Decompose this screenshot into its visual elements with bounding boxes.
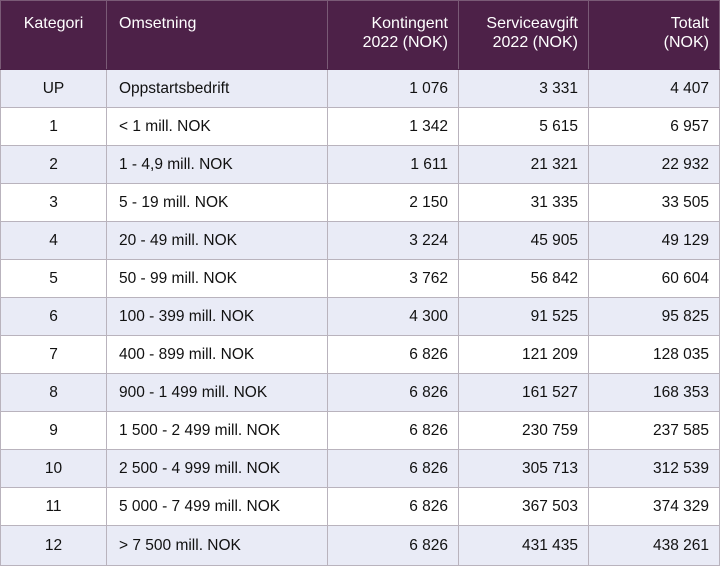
cell-kontingent: 3 762 — [328, 260, 459, 298]
cell-omsetning: 1 - 4,9 mill. NOK — [107, 146, 328, 184]
cell-kategori: 8 — [1, 374, 107, 412]
table-row — [1, 526, 720, 566]
table-row — [1, 184, 720, 222]
header-omsetning-label: Omsetning — [119, 15, 197, 32]
cell-omsetning: < 1 mill. NOK — [107, 108, 328, 146]
cell-serviceavgift: 121 209 — [459, 336, 589, 374]
cell-serviceavgift: 91 525 — [459, 298, 589, 336]
cell-kontingent: 1 611 — [328, 146, 459, 184]
cell-omsetning: 5 000 - 7 499 mill. NOK — [107, 488, 328, 526]
cell-kontingent: 6 826 — [328, 450, 459, 488]
header-kontingent-line1: Kontingent — [371, 15, 448, 32]
cell-serviceavgift: 5 615 — [459, 108, 589, 146]
cell-kontingent: 6 826 — [328, 374, 459, 412]
cell-totalt: 60 604 — [589, 260, 720, 298]
table-row — [1, 222, 720, 260]
header-totalt — [589, 1, 720, 70]
cell-kontingent: 1 342 — [328, 108, 459, 146]
cell-kontingent: 3 224 — [328, 222, 459, 260]
table-row — [1, 146, 720, 184]
table-row — [1, 336, 720, 374]
cell-kategori: 9 — [1, 412, 107, 450]
cell-serviceavgift: 230 759 — [459, 412, 589, 450]
cell-kategori: 4 — [1, 222, 107, 260]
table-row — [1, 298, 720, 336]
table-row — [1, 412, 720, 450]
cell-omsetning: Oppstartsbedrift — [107, 70, 328, 108]
cell-totalt: 237 585 — [589, 412, 720, 450]
cell-totalt: 438 261 — [589, 526, 720, 566]
cell-kontingent: 6 826 — [328, 488, 459, 526]
cell-totalt: 168 353 — [589, 374, 720, 412]
cell-serviceavgift: 161 527 — [459, 374, 589, 412]
cell-omsetning: 2 500 - 4 999 mill. NOK — [107, 450, 328, 488]
cell-serviceavgift: 45 905 — [459, 222, 589, 260]
cell-omsetning: 900 - 1 499 mill. NOK — [107, 374, 328, 412]
header-kategori — [1, 1, 107, 70]
cell-totalt: 33 505 — [589, 184, 720, 222]
cell-kontingent: 6 826 — [328, 526, 459, 566]
cell-kategori: 10 — [1, 450, 107, 488]
cell-serviceavgift: 21 321 — [459, 146, 589, 184]
cell-kategori: 3 — [1, 184, 107, 222]
header-serviceavgift-line2: 2022 (NOK) — [492, 34, 578, 51]
cell-omsetning: 20 - 49 mill. NOK — [107, 222, 328, 260]
header-serviceavgift-line1: Serviceavgift — [486, 15, 578, 32]
cell-kategori: 7 — [1, 336, 107, 374]
cell-serviceavgift: 305 713 — [459, 450, 589, 488]
table-row — [1, 450, 720, 488]
cell-kategori: 12 — [1, 526, 107, 566]
cell-kategori: 5 — [1, 260, 107, 298]
cell-kategori: 11 — [1, 488, 107, 526]
header-row — [1, 1, 720, 70]
cell-kategori: 6 — [1, 298, 107, 336]
cell-serviceavgift: 56 842 — [459, 260, 589, 298]
cell-kontingent: 4 300 — [328, 298, 459, 336]
table-row — [1, 488, 720, 526]
cell-omsetning: 5 - 19 mill. NOK — [107, 184, 328, 222]
header-kontingent-line2: 2022 (NOK) — [362, 34, 448, 51]
header-kontingent — [328, 1, 459, 70]
table-row — [1, 70, 720, 108]
cell-omsetning: 1 500 - 2 499 mill. NOK — [107, 412, 328, 450]
cell-kontingent: 1 076 — [328, 70, 459, 108]
cell-totalt: 22 932 — [589, 146, 720, 184]
cell-totalt: 128 035 — [589, 336, 720, 374]
cell-serviceavgift: 3 331 — [459, 70, 589, 108]
table-header — [1, 1, 720, 70]
cell-kategori: 2 — [1, 146, 107, 184]
cell-serviceavgift: 431 435 — [459, 526, 589, 566]
cell-omsetning: > 7 500 mill. NOK — [107, 526, 328, 566]
cell-kontingent: 6 826 — [328, 412, 459, 450]
table-body — [1, 70, 720, 566]
cell-omsetning: 100 - 399 mill. NOK — [107, 298, 328, 336]
table-row — [1, 108, 720, 146]
cell-totalt: 95 825 — [589, 298, 720, 336]
cell-totalt: 374 329 — [589, 488, 720, 526]
header-kategori-label: Kategori — [23, 15, 84, 32]
table-row — [1, 374, 720, 412]
table-row — [1, 260, 720, 298]
cell-totalt: 6 957 — [589, 108, 720, 146]
cell-kategori: 1 — [1, 108, 107, 146]
cell-serviceavgift: 367 503 — [459, 488, 589, 526]
cell-kategori: UP — [1, 70, 107, 108]
cell-kontingent: 6 826 — [328, 336, 459, 374]
header-totalt-line1: Totalt — [670, 15, 709, 32]
header-serviceavgift — [459, 1, 589, 70]
cell-totalt: 312 539 — [589, 450, 720, 488]
cell-serviceavgift: 31 335 — [459, 184, 589, 222]
cell-totalt: 4 407 — [589, 70, 720, 108]
header-totalt-line2: (NOK) — [663, 34, 709, 51]
header-omsetning — [107, 1, 328, 70]
cell-omsetning: 400 - 899 mill. NOK — [107, 336, 328, 374]
cell-omsetning: 50 - 99 mill. NOK — [107, 260, 328, 298]
cell-totalt: 49 129 — [589, 222, 720, 260]
cell-kontingent: 2 150 — [328, 184, 459, 222]
